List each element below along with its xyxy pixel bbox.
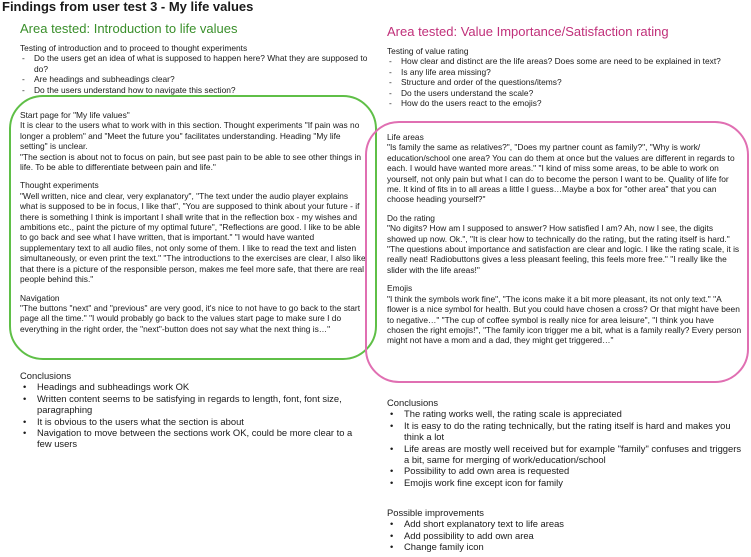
list-item: • Add short explanatory text to life areas <box>387 518 742 529</box>
improvements-section <box>387 507 742 553</box>
improvements-list <box>387 518 742 552</box>
page-title: Findings from user test 3 - My life values <box>2 0 254 14</box>
list-item: - Do the users understand how to navigate this section? <box>20 85 370 95</box>
left-conclusions-section <box>20 370 365 450</box>
life-areas-text: "Is family the same as relatives?", "Does my partner count as family?", "Why is work/ education/school one area? You can do them at once but the values are different in regards to each. I would have wanted more areas." "I kind of miss some areas, to be able to work on yourself, not only pain but what I can do to become the person I want to be. Quality of life for me. It kind of fits in to all areas a little I guess…Maybe a box for "other area" that you can choose heading yourself?" <box>387 142 735 205</box>
list-item: - How do the users react to the emojis? <box>387 98 742 108</box>
list-item: • Navigation to move between the sections work OK, could be more clear to a few users <box>20 427 365 450</box>
list-item: • Written content seems to be satisfying in regards to length, font, font size, paragraphing <box>20 393 365 416</box>
left-testing-section <box>20 43 370 95</box>
thought-heading: Thought experiments <box>20 180 99 191</box>
list-item: - Are headings and subheadings clear? <box>20 74 370 84</box>
list-item: - Is any life area missing? <box>387 67 742 77</box>
rating-text: "No digits? How am I supposed to answer? How satisfied I am? Ah, now I see, the digits showed up now. Ok.", "It is clear how to technically do the rating, but the rating itself is hard." "The questions about importance and satisfaction are clear and logic. I like the rating scale, it is really neat! Radiobuttons gives a less pleasant feeling, this feels more free." "I really like the slider with the life areas!" <box>387 223 740 275</box>
left-conclusions-list <box>20 381 365 449</box>
right-conclusions-section <box>387 397 742 488</box>
list-item: • Possibility to add own area is requested <box>387 465 742 476</box>
left-findings-section <box>20 110 368 334</box>
list-item: - Structure and order of the questions/items? <box>387 77 742 87</box>
start-page-text: It is clear to the users what to work with in this section. Thought experiments "If pain was no longer a problem" and "Meet the future you" facilitates understanding. Heading "My life setting" is unclear. <box>20 120 360 152</box>
list-item: - Do the users get an idea of what is supposed to happen here? What they are supposed to do? <box>20 53 370 74</box>
list-item: - Do the users understand the scale? <box>387 88 742 98</box>
list-item: • Life areas are mostly well received but for example "family" confuses and triggers a bit, same for merging of work/education/school <box>387 443 742 466</box>
list-item: • Headings and subheadings work OK <box>20 381 365 392</box>
right-findings-section <box>387 132 742 346</box>
emojis-heading: Emojis <box>387 283 413 294</box>
list-item: • It is obvious to the users what the section is about <box>20 416 365 427</box>
area-title-value-rating: Area tested: Value Importance/Satisfaction rating <box>387 24 669 39</box>
left-conclusions-heading: Conclusions <box>20 370 72 381</box>
right-testing-list <box>387 56 742 108</box>
right-testing-section <box>387 46 742 108</box>
list-item: • The rating works well, the rating scale is appreciated <box>387 408 742 419</box>
left-testing-heading: Testing of introduction and to proceed to thought experiments <box>20 43 248 53</box>
left-testing-list <box>20 53 370 95</box>
rating-heading: Do the rating <box>387 212 435 223</box>
start-page-heading: Start page for "My life values" <box>20 110 130 120</box>
right-conclusions-heading: Conclusions <box>387 397 439 408</box>
start-page-quote: "The section is about not to focus on pain, but see past pain to be able to see other things in life. To be able to differentiate between pain and life." <box>20 151 361 173</box>
navigation-text: "The buttons "next" and "previous" are very good, it's nice to not have to go back to the start page all the time." "I would probably go back to the values start page to make sure I do everything in the right order, the "next"-button does not say what the next thing is…" <box>20 302 361 334</box>
list-item: • Emojis work fine except icon for family <box>387 477 742 488</box>
right-conclusions-list <box>387 408 742 488</box>
life-areas-heading: Life areas <box>387 132 424 142</box>
improvements-heading: Possible improvements <box>387 507 484 518</box>
area-title-introduction: Area tested: Introduction to life values <box>20 21 238 36</box>
navigation-heading: Navigation <box>20 292 60 303</box>
list-item: • It is easy to do the rating technically, but the rating itself is hard and makes you think a lot <box>387 420 742 443</box>
right-testing-heading: Testing of value rating <box>387 46 469 56</box>
list-item: • Change family icon <box>387 541 742 552</box>
list-item: • Add possibility to add own area <box>387 530 742 541</box>
thought-text: "Well written, nice and clear, very explanatory", "The text under the audio player explains what is supposed to be in focus, I like that", "You are supposed to think about your future - if there is something I think is important I shall write that in the reflection box - my wishes and ambitions etc., paint the picture of my optimal future", "Reflections are good. I like to be able to go back and see what I have written, that is important." "I would have wanted supplementary text to all audio files, not only some of them. I like to read the text and listen simultaneously, or even print the text." "The introductions to the exercises are clear, I also like that there is a picture of the responsible person, makes me feel more safe, that there are real people behind this." <box>20 190 366 285</box>
emojis-text: "I think the symbols work fine", "The icons make it a bit more pleasant, its not only text." "A flower is a nice symbol for health. But you could have chosen a cross? Or that might have been to negative…" "The cup of coffee symbol is really nice for area leisure", "I think you have chosen the right emojis!", "The family icon trigger me a bit, what is a family really? Every person might not have a mom and a dad, they might get triggered…" <box>387 293 742 346</box>
list-item: - How clear and distinct are the life areas? Does some are need to be explained in text? <box>387 56 742 66</box>
